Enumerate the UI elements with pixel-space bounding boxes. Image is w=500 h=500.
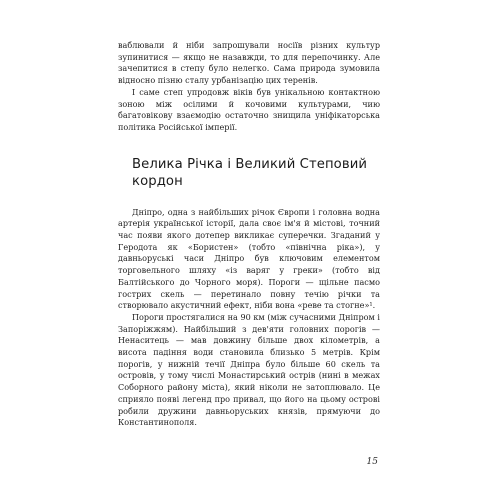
body-paragraph: Дніпро, одна з найбільших річок Європи і головна водна артерія української історії, дала своє ім'я й містові, точний час появи якого дотепер викликає суперечки. Згаданий у Геродота як «Бористен» (тобто «північна ріка»), у давньоруські часи Дніпро був ключовим елементом торговельного шляху «із варяг у греки» (тобто від Балтійського до Чорного моря). Пороги — щільне пасмо гострих скель — перетинало повну течію річки та створювало акустичний ефект, ніби вона «реве та стогне»¹. [118, 206, 380, 311]
section-heading: Велика Річка і Великий Степовий кордон [132, 156, 368, 189]
page-number: 15 [366, 457, 378, 467]
body-paragraph: Пороги простягалися на 90 км (між сучасними Дніпром і Запоріжжям). Найбільший з дев'яти головних порогів — Ненаситець — мав довжину більше двох кілометрів, а висота падіння води становила близько 5 метрів. Крім порогів, у нижній течії Дніпра було більше 60 скель та островів, у тому числі Монастирський острів (нині в межах Соборного району міста), який ніколи не затоплювало. Це сприяло появі легенд про привал, що його на цьому острові робили дружини давньоруських князів, прямуючи до Константинополя. [118, 311, 380, 428]
book-page [118, 40, 380, 429]
body-paragraph: ваблювали й ніби запрошували носіїв різних культур зупинитися — якщо не назавжди, то для перепочинку. Але зачепитися в степу було нелегко. Сама природа зумовила відносно пізню сталу урбанізацію цих теренів. [118, 40, 380, 86]
body-paragraph: І саме степ упродовж віків був унікальною контактною зоною між осілими й кочовими культурами, чию багатовікову взаємодію остаточно знищила уніфікаторська політика Російської імперії. [118, 86, 380, 132]
